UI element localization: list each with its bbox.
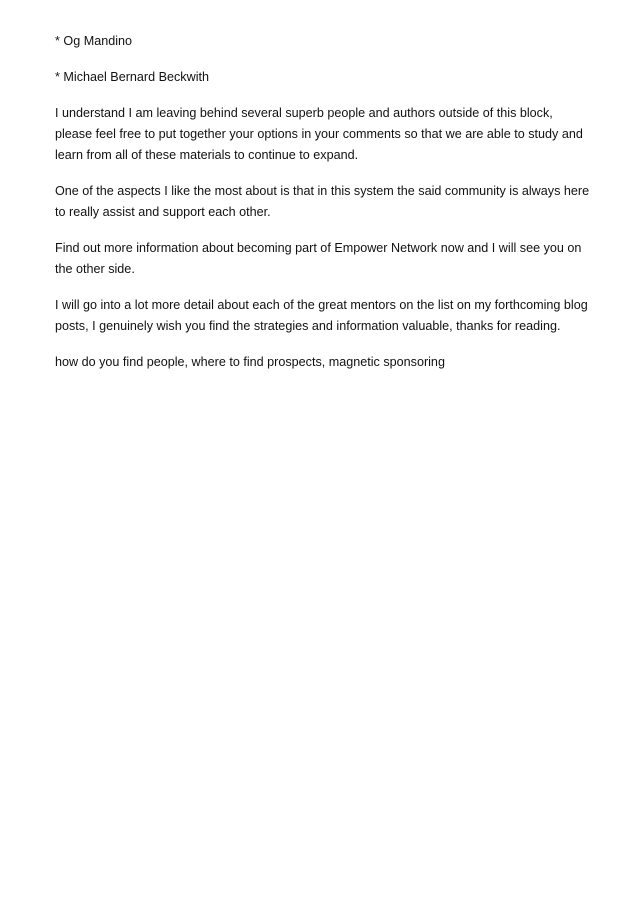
paragraph-mentors-detail: I will go into a lot more detail about each of the great mentors on the list on my forthcoming blog posts, I genuinely wish you find the strategies and information valuable, thanks for reading. (55, 298, 588, 333)
document-body (55, 31, 590, 388)
paragraph-community: One of the aspects I like the most about is that in this system the said community is always here to really assist and support each other. (55, 184, 590, 219)
paragraph-empower-network: Find out more information about becoming part of Empower Network now and I will see you on the other side. (55, 241, 582, 276)
list-item-michael-bernard-beckwith: * Michael Bernard Beckwith (55, 70, 209, 84)
list-item-og-mandino: * Og Mandino (55, 34, 133, 48)
paragraph-keywords: how do you find people, where to find prospects, magnetic sponsoring (55, 355, 445, 369)
paragraph-authors-note: I understand I am leaving behind several superb people and authors outside of this block, please feel free to put together your options in your comments so that we are able to study and learn from all of these materials to continue to expand. (55, 106, 583, 162)
